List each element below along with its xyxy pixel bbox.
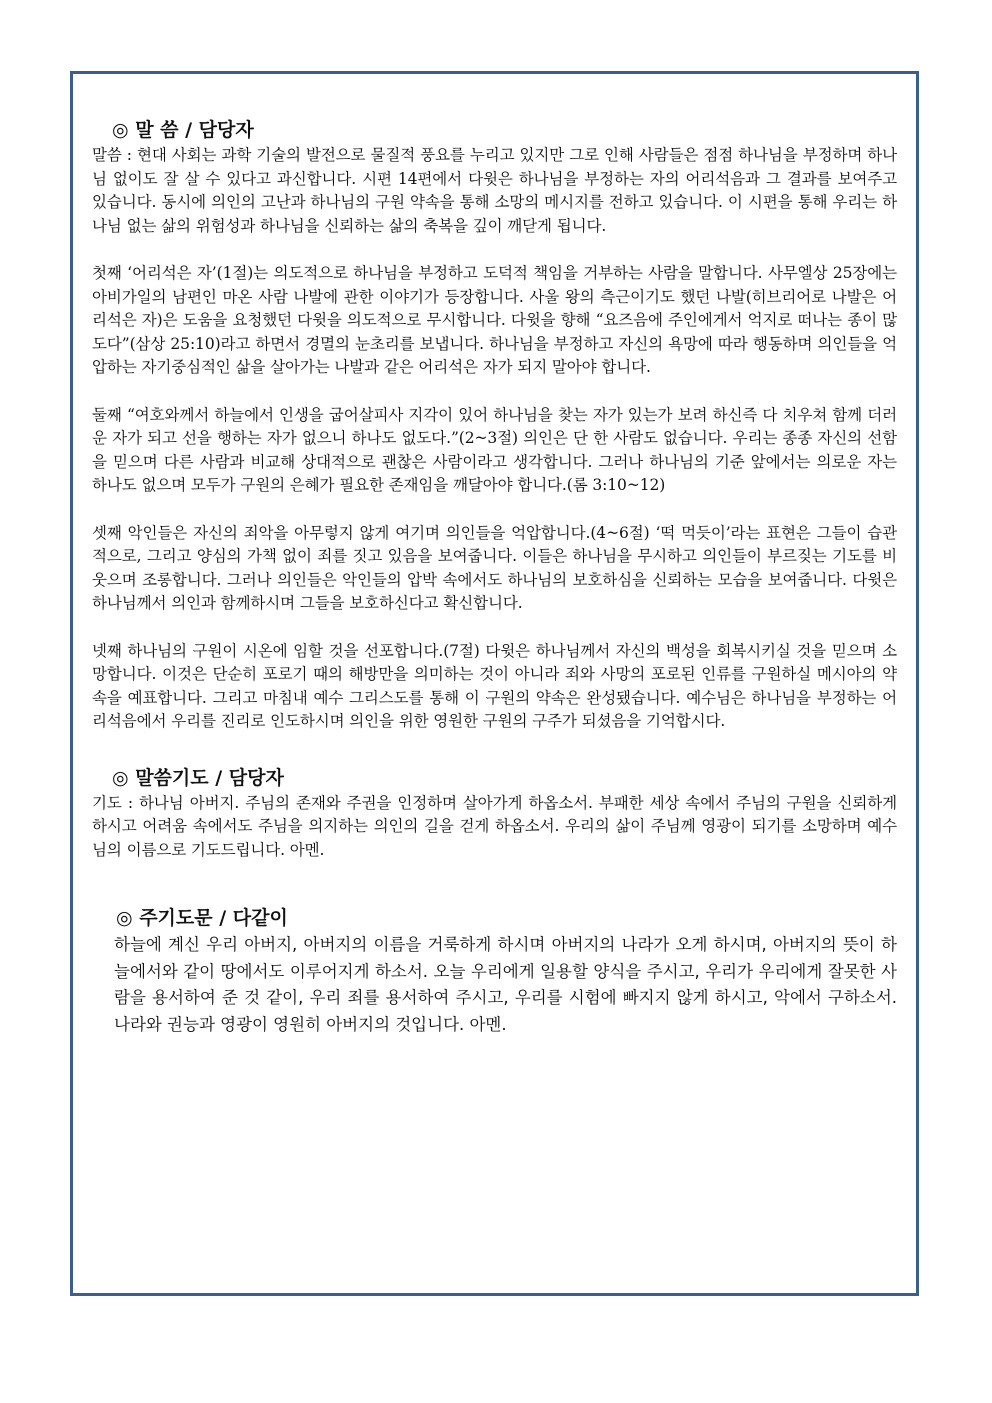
- sermon-paragraph-third: 셋째 악인들은 자신의 죄악을 아무렇지 않게 여기며 의인들을 억압합니다.(4~6절) ‘떡 먹듯이’라는 표현은 그들이 습관적으로, 그리고 양심의 가책 없이 죄를 짓고 있음을 보여줍니다. 이들은 하나님을 무시하고 의인들이 부르짖는 기도를 비웃으며 조롱합니다. 그러나 의인들은 악인들의 압박 속에서도 하나님의 보호하심을 신뢰하는 모습을 보여줍니다. 다윗은 하나님께서 의인과 함께하시며 그들을 보호하신다고 확신합니다.: [92, 523, 897, 612]
- sermon-heading: ◎ 말 씀 / 담당자: [112, 119, 254, 141]
- lords-prayer-section: [92, 906, 897, 1038]
- sermon-paragraph-fourth: 넷째 하나님의 구원이 시온에 임할 것을 선포합니다.(7절) 다윗은 하나님께서 자신의 백성을 회복시키실 것을 믿으며 소망합니다. 이것은 단순히 포로기 때의 해방만을 의미하는 것이 아니라 죄와 사망의 포로된 인류를 구원하실 메시아의 약속을 예표합니다. 그리고 마침내 예수 그리스도를 통해 이 구원의 약속은 완성됐습니다. 예수님은 하나님을 부정하는 어리석음에서 우리를 진리로 인도하시며 의인을 위한 영원한 구원의 구주가 되셨음을 기억합시다.: [92, 641, 897, 730]
- sermon-paragraph-intro: 말씀 : 현대 사회는 과학 기술의 발전으로 물질적 풍요를 누리고 있지만 그로 인해 사람들은 점점 하나님을 부정하며 하나님 없이도 잘 살 수 있다고 과신합니다. 시편 14편에서 다윗은 하나님을 부정하는 자의 어리석음과 그 결과를 보여주고 있습니다. 동시에 의인의 고난과 하나님의 구원 약속을 통해 소망의 메시지를 전하고 있습니다. 이 시편을 통해 우리는 하나님 없는 삶의 위험성과 하나님을 신뢰하는 삶의 축복을 깊이 깨닫게 됩니다.: [92, 146, 897, 235]
- bulletin-content: [92, 118, 897, 1038]
- sermon-section: [92, 118, 897, 734]
- prayer-text: 기도 : 하나님 아버지. 주님의 존재와 주권을 인정하며 살아가게 하옵소서. 부패한 세상 속에서 주님의 구원을 신뢰하게 하시고 어려움 속에서도 주님을 의지하는 의인의 길을 걷게 하옵소서. 우리의 삶이 주님께 영광이 되기를 소망하며 예수님의 이름으로 기도드립니다. 아멘.: [92, 793, 897, 859]
- sermon-paragraph-first: 첫째 ‘어리석은 자’(1절)는 의도적으로 하나님을 부정하고 도덕적 책임을 거부하는 사람을 말합니다. 사무엘상 25장에는 아비가일의 남편인 마온 사람 나발에 관한 이야기가 등장합니다. 사울 왕의 측근이기도 했던 나발(히브리어로 나발은 어리석은 자)은 도움을 요청했던 다윗을 의도적으로 무시합니다. 다윗을 향해 “요즈음에 주인에게서 억지로 떠나는 종이 많도다”(삼상 25:10)라고 하면서 경멸의 눈초리를 보냅니다. 하나님을 부정하고 자신의 욕망에 따라 행동하며 의인들을 억압하는 자기중심적인 삶을 살아가는 나발과 같은 어리석은 자가 되지 말아야 합니다.: [92, 264, 897, 376]
- lords-prayer-heading: ◎ 주기도문 / 다같이: [116, 907, 288, 929]
- sermon-paragraph-second: 둘째 “여호와께서 하늘에서 인생을 굽어살피사 지각이 있어 하나님을 찾는 자가 있는가 보려 하신즉 다 치우쳐 함께 더러운 자가 되고 선을 행하는 자가 없으니 하나도 없도다.”(2~3절) 의인은 단 한 사람도 없습니다. 우리는 종종 자신의 선함을 믿으며 다른 사람과 비교해 상대적으로 괜찮은 사람이라고 생각합니다. 그러나 하나님의 기준 앞에서는 의로운 자는 하나도 없으며 모두가 구원의 은혜가 필요한 존재임을 깨달아야 합니다.(롬 3:10~12): [92, 405, 897, 494]
- prayer-section: [92, 766, 897, 863]
- prayer-heading: ◎ 말씀기도 / 담당자: [112, 766, 284, 789]
- lords-prayer-text: 하늘에 계신 우리 아버지, 아버지의 이름을 거룩하게 하시며 아버지의 나라가 오게 하시며, 아버지의 뜻이 하늘에서와 같이 땅에서도 이루어지게 하소서. 오늘 우리에게 일용할 양식을 주시고, 우리가 우리에게 잘못한 사람을 용서하여 준 것 같이, 우리 죄를 용서하여 주시고, 우리를 시험에 빠지지 않게 하시고, 악에서 구하소서. 나라와 권능과 영광이 영원히 아버지의 것입니다. 아멘.: [114, 935, 897, 1034]
